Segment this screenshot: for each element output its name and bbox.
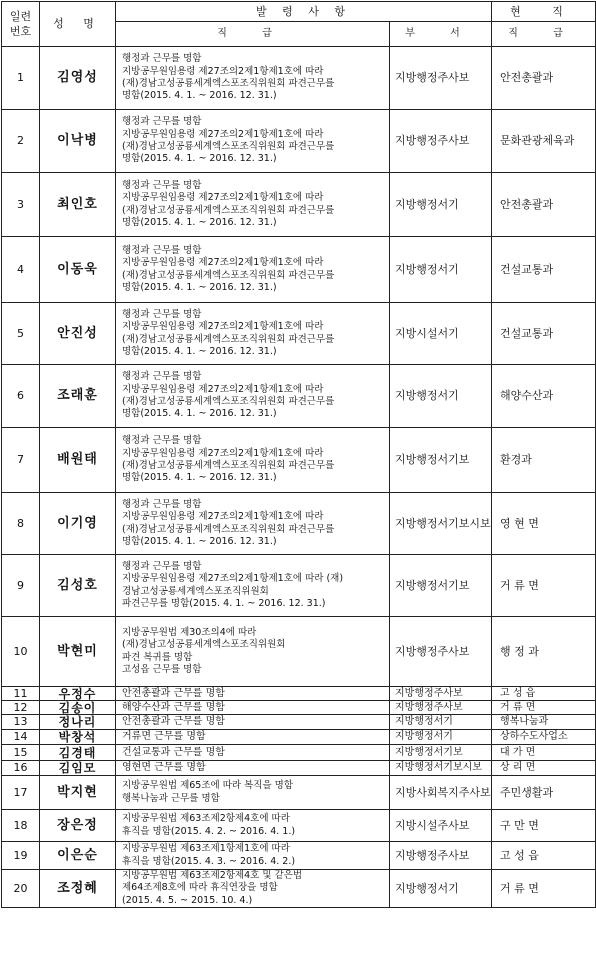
order-details <box>116 776 390 810</box>
current-department: 해양수산과 <box>492 365 596 428</box>
order-line: 지방공무원임용령 제27조의2제1항제1호에 따라 <box>122 511 324 523</box>
order-line: 제64조제8호에 따라 휴직연장을 명함 <box>122 882 278 894</box>
table-row <box>2 237 596 303</box>
order-line: 지방공무원법 제63조제1항제1호에 따라 <box>122 843 290 855</box>
current-rank: 지방행정서기 <box>390 365 492 428</box>
name-header: 성 명 <box>40 2 116 47</box>
current-department: 고 성 읍 <box>492 687 596 701</box>
serial-number: 20 <box>2 870 40 908</box>
current-rank: 지방행정주사보 <box>390 47 492 110</box>
serial-number: 11 <box>2 687 40 701</box>
table-row <box>2 303 596 365</box>
order-line: (재)경남고성공룡세계엑스포조직위원회 파견근무를 <box>122 396 335 407</box>
current-rank: 지방행정서기 <box>390 730 492 745</box>
order-line: 행정과 근무를 명함 <box>122 498 202 510</box>
order-details <box>116 761 390 776</box>
current-rank: 지방사회복지주사보 <box>390 776 492 810</box>
current-rank: 지방시설서기 <box>390 303 492 365</box>
personnel-order-table <box>1 1 596 908</box>
table-row <box>2 617 596 687</box>
order-line: 행정과 근무를 명함 <box>122 179 202 191</box>
current-rank: 지방행정서기보시보 <box>390 761 492 776</box>
order-line: 파견 복귀를 명함 <box>122 651 193 663</box>
current-rank: 지방행정주사보 <box>390 687 492 701</box>
order-line: 행정과 근무를 명함 <box>122 371 202 383</box>
current-department: 행복나눔과 <box>492 715 596 730</box>
employee-name: 김경태 <box>40 745 116 761</box>
order-line: 행복나눔과 근무를 명함 <box>122 792 220 804</box>
order-line: 행정과 근무를 명함 <box>122 53 202 65</box>
current-department: 거 류 면 <box>492 701 596 715</box>
order-line: (재)경남고성공룡세계엑스포조직위원회 파견근무를 <box>122 141 335 152</box>
current-department: 거 류 면 <box>492 555 596 617</box>
current-department: 상 리 면 <box>492 761 596 776</box>
current-rank: 지방행정주사보 <box>390 617 492 687</box>
employee-name: 우정수 <box>40 687 116 701</box>
serial-number: 15 <box>2 745 40 761</box>
serial-number: 6 <box>2 365 40 428</box>
current-department: 안전총괄과 <box>492 173 596 237</box>
order-details <box>116 303 390 365</box>
order-details <box>116 617 390 687</box>
order-group-header: 발 령 사 항 <box>116 2 492 22</box>
table-row <box>2 428 596 493</box>
serial-number: 9 <box>2 555 40 617</box>
current-department: 구 만 면 <box>492 810 596 842</box>
serial-number: 16 <box>2 761 40 776</box>
current-rank: 지방행정서기 <box>390 715 492 730</box>
serial-number: 2 <box>2 110 40 173</box>
serial-number: 10 <box>2 617 40 687</box>
serial-header-line1: 일련 <box>9 10 32 23</box>
order-line: 지방공무원임용령 제27조의2제1항제1호에 따라 <box>122 65 324 77</box>
serial-number: 18 <box>2 810 40 842</box>
order-details <box>116 173 390 237</box>
employee-name: 김송이 <box>40 701 116 715</box>
employee-name: 이동욱 <box>40 237 116 303</box>
employee-name: 조정혜 <box>40 870 116 908</box>
order-line: 지방공무원임용령 제27조의2제1항제1호에 따라 <box>122 447 324 459</box>
current-rank: 지방행정서기보 <box>390 428 492 493</box>
table-body <box>2 47 596 908</box>
current-rank: 지방시설주사보 <box>390 810 492 842</box>
table-row <box>2 47 596 110</box>
serial-number: 1 <box>2 47 40 110</box>
current-rank: 지방행정서기보 <box>390 745 492 761</box>
order-line: 명함(2015. 4. 1. ~ 2016. 12. 31.) <box>122 408 277 420</box>
current-department: 영 현 면 <box>492 493 596 555</box>
current-rank: 지방행정서기보 <box>390 555 492 617</box>
order-details <box>116 555 390 617</box>
order-line: 지방공무원임용령 제27조의2제1항제1호에 따라 <box>122 321 324 333</box>
order-line: 행정과 근무를 명함 <box>122 435 202 447</box>
employee-name: 박창석 <box>40 730 116 745</box>
order-line: 지방공무원법 제65조에 따라 복직을 명함 <box>122 780 293 792</box>
table-row <box>2 761 596 776</box>
order-line: 명함(2015. 4. 1. ~ 2016. 12. 31.) <box>122 216 277 228</box>
order-line: 지방공무원법 제63조제2항제4호 및 같은법 <box>122 870 303 881</box>
serial-number: 12 <box>2 701 40 715</box>
table-row <box>2 493 596 555</box>
employee-name: 박현미 <box>40 617 116 687</box>
current-department: 환경과 <box>492 428 596 493</box>
current-department: 건설교통과 <box>492 237 596 303</box>
order-details <box>116 687 390 701</box>
serial-number: 14 <box>2 730 40 745</box>
order-line: 명함(2015. 4. 1. ~ 2016. 12. 31.) <box>122 281 277 293</box>
employee-name: 이은순 <box>40 842 116 870</box>
order-line: 명함(2015. 4. 1. ~ 2016. 12. 31.) <box>122 535 277 547</box>
order-details <box>116 493 390 555</box>
order-details <box>116 730 390 745</box>
order-line: (재)경남고성공룡세계엑스포조직위원회 파견근무를 <box>122 460 335 471</box>
serial-number: 8 <box>2 493 40 555</box>
table-row <box>2 715 596 730</box>
order-line: 경남고성공룡세계엑스포조직위원회 <box>122 585 269 597</box>
order-line: 행정과 근무를 명함 <box>122 560 202 572</box>
order-line: 행정과 근무를 명함 <box>122 308 202 320</box>
order-line: (재)경남고성공룡세계엑스포조직위원회 파견근무를 <box>122 269 335 281</box>
current-rank: 지방행정서기 <box>390 870 492 908</box>
order-line: 휴직을 명함(2015. 4. 3. ~ 2016. 4. 2.) <box>122 855 296 867</box>
order-line: 고성읍 근무를 명함 <box>122 663 202 675</box>
current-department: 행 정 과 <box>492 617 596 687</box>
current-department: 거 류 면 <box>492 870 596 908</box>
order-line: (재)경남고성공룡세계엑스포조직위원회 파견근무를 <box>122 523 335 535</box>
current-rank: 지방행정서기 <box>390 173 492 237</box>
table-row <box>2 745 596 761</box>
current-department: 건설교통과 <box>492 303 596 365</box>
order-line: (재)경남고성공룡세계엑스포조직위원회 파견근무를 <box>122 78 335 89</box>
serial-number: 7 <box>2 428 40 493</box>
serial-number: 5 <box>2 303 40 365</box>
order-details <box>116 745 390 761</box>
table-row <box>2 842 596 870</box>
order-line: 행정과 근무를 명함 <box>122 244 202 256</box>
employee-name: 장은정 <box>40 810 116 842</box>
employee-name: 조래훈 <box>40 365 116 428</box>
table-row <box>2 776 596 810</box>
order-line: 파견근무를 명함(2015. 4. 1. ~ 2016. 12. 31.) <box>122 597 326 609</box>
order-details <box>116 110 390 173</box>
employee-name: 안진성 <box>40 303 116 365</box>
employee-name: 최인호 <box>40 173 116 237</box>
current-rank: 지방행정주사보 <box>390 110 492 173</box>
employee-name: 김임모 <box>40 761 116 776</box>
order-details <box>116 701 390 715</box>
table-row <box>2 687 596 701</box>
order-line: 행정과 근무를 명함 <box>122 116 202 128</box>
order-line: 명함(2015. 4. 1. ~ 2016. 12. 31.) <box>122 472 277 484</box>
order-details <box>116 842 390 870</box>
order-line: 명함(2015. 4. 1. ~ 2016. 12. 31.) <box>122 90 277 102</box>
order-line: 건설교통과 근무를 명함 <box>122 746 225 758</box>
employee-name: 배원태 <box>40 428 116 493</box>
current-rank: 지방행정서기 <box>390 237 492 303</box>
order-line: 지방공무원임용령 제27조의2제1항제1호에 따라 <box>122 257 324 269</box>
order-details <box>116 810 390 842</box>
order-line: 지방공무원법 제63조제2항제4호에 따라 <box>122 813 290 825</box>
employee-name: 정나리 <box>40 715 116 730</box>
current-department: 주민생활과 <box>492 776 596 810</box>
order-line: 명함(2015. 4. 1. ~ 2016. 12. 31.) <box>122 345 277 357</box>
current-department: 대 가 면 <box>492 745 596 761</box>
employee-name: 김성호 <box>40 555 116 617</box>
current-department: 상하수도사업소 <box>492 730 596 745</box>
current-department: 문화관광체육과 <box>492 110 596 173</box>
serial-header <box>2 2 40 47</box>
current-department: 고 성 읍 <box>492 842 596 870</box>
table-row <box>2 730 596 745</box>
header-row-top <box>2 2 596 22</box>
order-line: 거류면 근무를 명함 <box>122 731 206 742</box>
current-rank-header: 직 급 <box>492 22 596 47</box>
table-row <box>2 870 596 908</box>
serial-header-line2: 번호 <box>9 25 32 38</box>
table-row <box>2 365 596 428</box>
table-row <box>2 110 596 173</box>
order-line: 휴직을 명함(2015. 4. 2. ~ 2016. 4. 1.) <box>122 825 296 837</box>
current-group-header: 현 직 <box>492 2 596 22</box>
order-line: 안전총괄과 근무를 명함 <box>122 716 225 727</box>
order-line: 해양수산과 근무를 명함 <box>122 701 225 713</box>
order-line: 지방공무원임용령 제27조의2제1항제1호에 따라 <box>122 383 324 395</box>
order-line: (재)경남고성공룡세계엑스포조직위원회 파견근무를 <box>122 204 335 216</box>
order-details <box>116 428 390 493</box>
table-row <box>2 555 596 617</box>
order-details <box>116 47 390 110</box>
order-details <box>116 365 390 428</box>
order-line: 지방공무원임용령 제27조의2제1항제1호에 따라 (재) <box>122 573 344 585</box>
order-rank-header: 직 급 <box>116 22 390 47</box>
current-rank: 지방행정서기보시보 <box>390 493 492 555</box>
order-line: (재)경남고성공룡세계엑스포조직위원회 <box>122 639 286 651</box>
order-line: 안전총괄과 근무를 명함 <box>122 687 225 699</box>
serial-number: 13 <box>2 715 40 730</box>
order-details <box>116 715 390 730</box>
order-line: 지방공무원법 제30조의4에 따라 <box>122 626 257 638</box>
employee-name: 박지현 <box>40 776 116 810</box>
current-rank: 지방행정주사보 <box>390 842 492 870</box>
employee-name: 이기영 <box>40 493 116 555</box>
order-line: 지방공무원임용령 제27조의2제1항제1호에 따라 <box>122 192 324 204</box>
order-details <box>116 237 390 303</box>
order-dept-header: 부 서 <box>390 22 492 47</box>
serial-number: 3 <box>2 173 40 237</box>
serial-number: 19 <box>2 842 40 870</box>
table-row <box>2 810 596 842</box>
employee-name: 이낙병 <box>40 110 116 173</box>
order-line: 명함(2015. 4. 1. ~ 2016. 12. 31.) <box>122 153 277 165</box>
order-line: (재)경남고성공룡세계엑스포조직위원회 파견근무를 <box>122 333 335 345</box>
serial-number: 4 <box>2 237 40 303</box>
serial-number: 17 <box>2 776 40 810</box>
order-details <box>116 870 390 908</box>
table-row <box>2 701 596 715</box>
current-rank: 지방행정주사보 <box>390 701 492 715</box>
order-line: 지방공무원임용령 제27조의2제1항제1호에 따라 <box>122 128 324 140</box>
employee-name: 김영성 <box>40 47 116 110</box>
current-department: 안전총괄과 <box>492 47 596 110</box>
table-row <box>2 173 596 237</box>
order-line: 영현면 근무를 명함 <box>122 762 206 773</box>
order-line: (2015. 4. 5. ~ 2015. 10. 4.) <box>122 894 253 906</box>
